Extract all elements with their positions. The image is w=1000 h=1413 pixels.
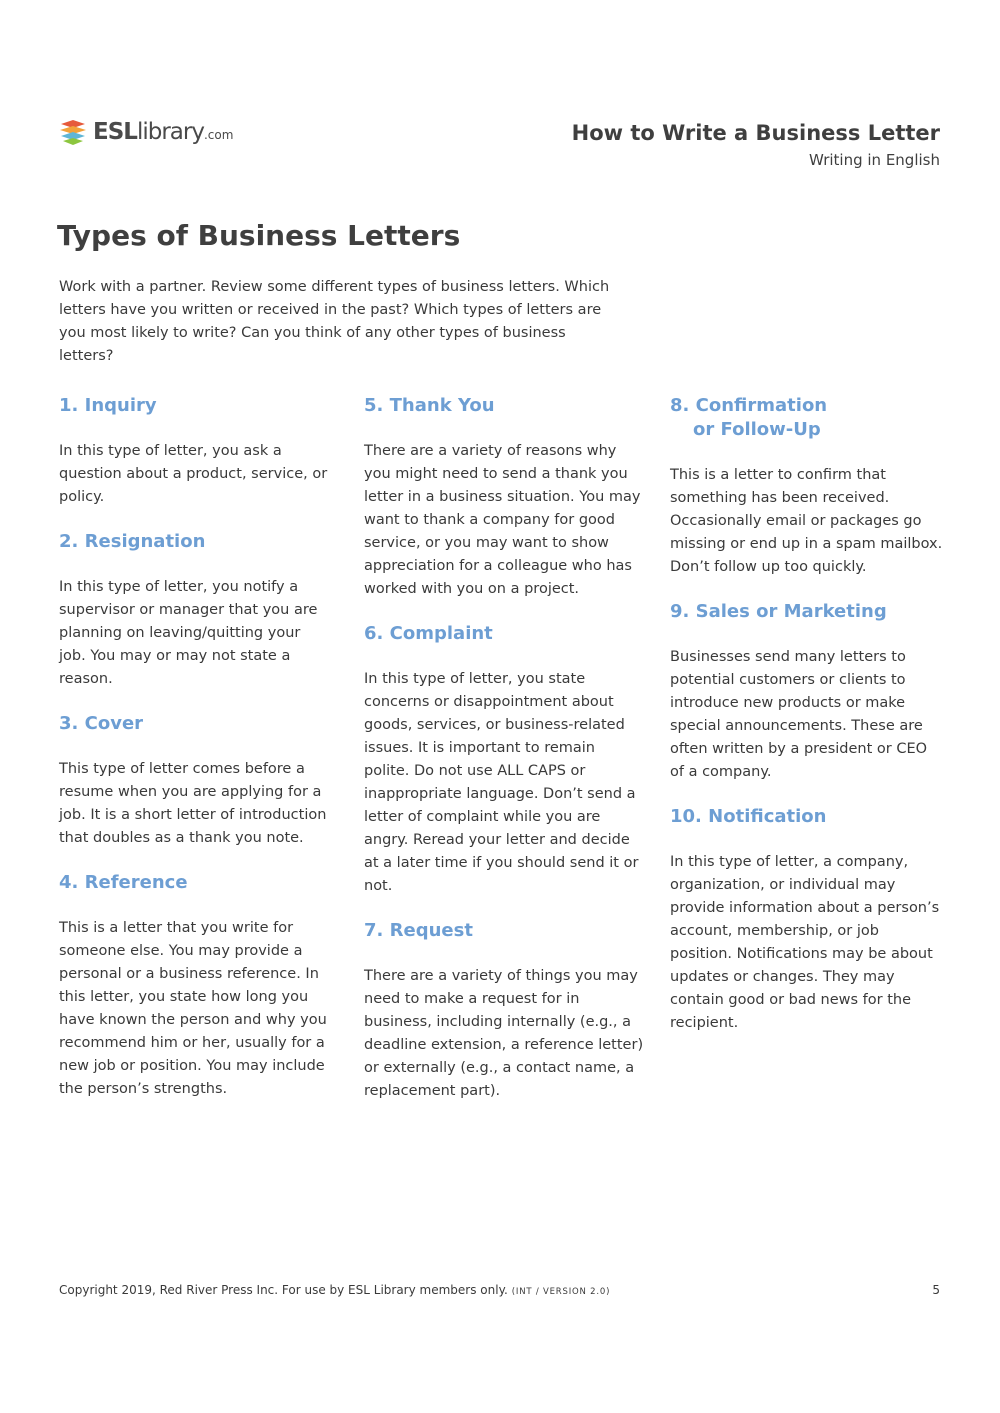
section-body: There are a variety of things you may need to make a request for in business, including internally (e.g., a deadline extension, a reference letter) or externally (e.g., a contact name, a replacement part). [364,968,644,1099]
section-thank-you [364,394,644,601]
section-resignation [59,530,329,691]
section-body: In this type of letter, you notify a supervisor or manager that you are planning on leaving/quitting your job. You may or may not state a reason. [59,579,318,687]
document-subtitle: Writing in English [809,151,940,169]
section-cover [59,712,329,850]
section-confirmation [670,394,945,579]
column-3 [670,394,945,1035]
section-heading: 3. Cover [59,713,144,734]
section-heading: 6. Complaint [364,623,493,644]
section-heading: 8. Confirmation or Follow-Up [670,395,828,440]
section-heading: 9. Sales or Marketing [670,601,887,622]
section-complaint [364,622,644,898]
section-body: In this type of letter, a company, organization, or individual may provide information about a person’s account, membership, or job position. Notifications may be about updates or changes. They may contain good or bad news for the recipient. [670,854,940,1031]
logo-wordmark: ESLlibrary.com [93,118,234,145]
esl-library-logo [58,117,233,147]
page-number: 5 [932,1283,940,1297]
section-heading: 1. Inquiry [59,395,157,416]
intro-paragraph: Work with a partner. Review some different types of business letters. Which letters have you written or received in the past? Which types of letters are you most likely to write? Can you think of any other types of business letters? [59,279,610,364]
section-inquiry [59,394,329,509]
section-heading: 2. Resignation [59,531,206,552]
section-body: In this type of letter, you ask a question about a product, service, or policy. [59,443,328,505]
column-1 [59,394,329,1101]
section-notification [670,805,945,1035]
section-body: Businesses send many letters to potential customers or clients to introduce new products or make special announcements. These are often written by a president or CEO of a company. [670,649,928,780]
document-title: How to Write a Business Letter [571,121,940,145]
section-heading: 4. Reference [59,872,188,893]
footer-copyright: Copyright 2019, Red River Press Inc. For use by ESL Library members only. (INT / VERSION 2.0) [59,1283,611,1297]
section-request [364,919,644,1103]
section-reference [59,871,329,1101]
page-title: Types of Business Letters [57,219,461,252]
column-2 [364,394,644,1103]
section-body: This is a letter that you write for someone else. You may provide a personal or a business reference. In this letter, you state how long you have known the person and why you recommend him or her, usually for a new job or position. You may include the person’s strengths. [59,920,327,1097]
books-icon [58,117,88,147]
section-heading: 10. Notification [670,806,827,827]
section-body: There are a variety of reasons why you might need to send a thank you letter in a business situation. You may want to thank a company for good service, or you may want to show appreciation for a colleague who has worked with you on a project. [364,443,641,597]
version-label: (INT / VERSION 2.0) [511,1287,611,1297]
section-sales-marketing [670,600,945,784]
section-heading: 7. Request [364,920,473,941]
section-body: In this type of letter, you state concerns or disappointment about goods, services, or business-related issues. It is important to remain polite. Do not use ALL CAPS or inappropriate language. Don’t send a letter of complaint while you are angry. Reread your letter and decide at a later time if you should send it or not. [364,671,639,894]
section-heading: 5. Thank You [364,395,495,416]
section-body: This type of letter comes before a resume when you are applying for a job. It is a short letter of introduction that doubles as a thank you note. [59,761,327,846]
section-body: This is a letter to confirm that something has been received. Occasionally email or packages go missing or end up in a spam mailbox. Don’t follow up too quickly. [670,467,943,575]
